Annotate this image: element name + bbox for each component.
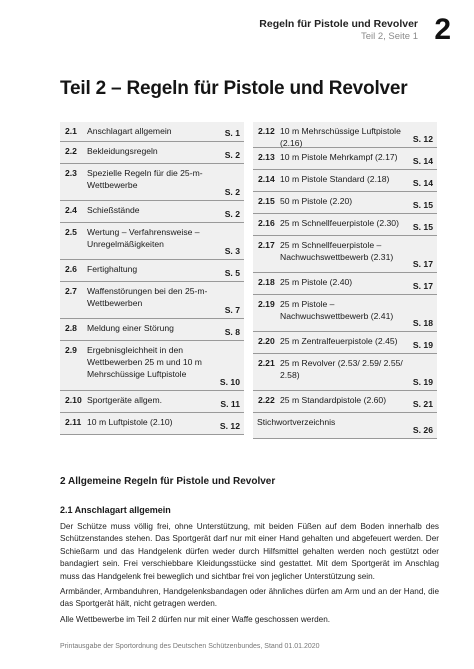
toc-entry[interactable] [253,413,437,439]
toc-entry-number: 2.15 [258,196,275,206]
toc-entry[interactable] [60,164,244,201]
toc-entry-title: Ergebnisgleichheit in den Wettbewerben 25 m und 10 m Mehrschüssige Luftpistole [87,345,202,379]
toc-entry-title: 25 m Zentralfeuerpistole (2.45) [280,336,398,346]
toc-entry[interactable] [60,201,244,223]
toc-entry-page: S. 14 [412,178,433,188]
toc-entry-number: 2.16 [258,218,275,228]
toc-entry-number: 2.5 [65,227,77,237]
toc-entry-title: Wertung – Verfahrensweise – Unregelmäßigkeiten [87,227,200,249]
toc-entry-title: 25 m Schnellfeuerpistole – Nachwuchswettbewerb (2.31) [280,240,394,262]
toc-entry[interactable] [253,122,437,148]
toc-entry-number: 2.9 [65,345,77,355]
toc-entry-title: Bekleidungsregeln [87,146,158,156]
toc-entry[interactable] [253,354,437,391]
toc-entry-title: Waffenstörungen bei den 25-m-Wettbewerben [87,286,208,308]
toc-entry[interactable] [253,273,437,295]
toc-entry-page: S. 15 [412,222,433,232]
toc-entry[interactable] [60,391,244,413]
toc-entry-title: 25 m Revolver (2.53/ 2.59/ 2.55/ 2.58) [280,358,403,380]
toc-entry-number: 2.2 [65,146,77,156]
toc-entry[interactable] [253,236,437,273]
subsection-heading: 2.1 Anschlagart allgemein [60,505,171,515]
toc-entry-number: 2.7 [65,286,77,296]
toc-entry-number: 2.11 [65,417,82,427]
toc-entry-page: S. 14 [412,156,433,166]
toc-entry-page: S. 11 [220,399,240,409]
toc-entry-number: 2.17 [258,240,275,250]
toc-entry-page: S. 5 [224,268,240,278]
toc-entry-page: S. 15 [412,200,433,210]
toc-entry[interactable] [60,413,244,435]
toc-entry-title: 10 m Pistole Mehrkampf (2.17) [280,152,398,162]
section-heading: 2 Allgemeine Regeln für Pistole und Revolver [60,476,276,487]
toc-entry-page: S. 2 [224,187,240,197]
toc-entry[interactable] [60,260,244,282]
toc-entry-title: Anschlagart allgemein [87,126,172,136]
toc-entry[interactable] [253,192,437,214]
toc-entry-title: Fertighaltung [87,264,138,274]
toc-entry-title: 10 m Mehrschüssige Luftpistole (2.16) [280,126,401,148]
toc-entry[interactable] [253,148,437,170]
toc-entry-page: S. 19 [412,340,433,350]
toc-entry-title: Spezielle Regeln für die 25-m-Wettbewerbe [87,168,203,190]
page-title: Teil 2 – Regeln für Pistole und Revolver [60,78,408,99]
toc-entry-title: 25 m Pistole (2.40) [280,277,353,287]
toc-left-column [60,122,244,435]
toc-entry-number: 2.19 [258,299,275,309]
toc-entry[interactable] [60,319,244,341]
running-header-page: Teil 2, Seite 1 [360,31,418,42]
toc-entry-number: 2.14 [258,174,275,184]
toc-entry[interactable] [60,122,244,142]
toc-entry[interactable] [60,142,244,164]
toc-entry-number: 2.1 [65,126,77,136]
toc-entry-page: S. 10 [219,377,240,387]
toc-entry-title: Meldung einer Störung [87,323,174,333]
toc-entry-page: S. 12 [412,134,433,144]
toc-entry-number: 2.8 [65,323,77,333]
paragraph-stance-rules: Der Schütze muss völlig frei, ohne Unterstützung, mit beiden Füßen auf dem Boden innerhalb des Schützenstandes stehen. Das Sportgerät darf nur mit einer Hand gehalten und abgefeuert werden. Der Schießarm und das Handgelenk dürfen weder durch Hilfsmittel gehalten werden noch gestützt oder bandagiert sein. Frei verschiebbare Kleidungsstücke sind gestattet. Mit dem Sportgerät im Anschlag muss das Handgelenk frei beweglich und sichtbar frei von jeglicher Unterstützung sein. [60,522,439,581]
paragraph-single-weapon: Alle Wettbewerbe im Teil 2 dürfen nur mit einer Waffe geschossen werden. [60,615,331,624]
toc-entry-page: S. 1 [224,128,240,138]
toc-entry-number: 2.22 [258,395,275,405]
toc-entry-number: 2.12 [258,126,275,136]
paragraph-wrist-items: Armbänder, Armbanduhren, Handgelenksbandagen oder ähnliches dürfen am Arm und an der Hand, die das Sportgerät hält, nicht getragen werden. [60,587,439,609]
toc-entry-number: 2.3 [65,168,77,178]
toc-entry-title: Schießstände [87,205,140,215]
toc-entry-number: 2.10 [65,395,82,405]
toc-entry-title: Stichwortverzeichnis [257,417,336,427]
toc-right-column [253,122,437,439]
toc-entry-title: 10 m Pistole Standard (2.18) [280,174,390,184]
toc-entry[interactable] [253,214,437,236]
toc-entry-page: S. 19 [412,377,433,387]
toc-entry-page: S. 2 [224,209,240,219]
toc-entry-title: 25 m Schnellfeuerpistole (2.30) [280,218,399,228]
toc-entry-page: S. 2 [224,150,240,160]
toc-entry[interactable] [253,295,437,332]
toc-entry[interactable] [253,332,437,354]
toc-entry-page: S. 17 [412,259,433,269]
toc-entry-title: 25 m Pistole – Nachwuchswettbewerb (2.41) [280,299,394,321]
toc-entry-number: 2.4 [65,205,77,215]
toc-entry-number: 2.18 [258,277,275,287]
toc-entry-page: S. 3 [224,246,240,256]
toc-entry-title: Sportgeräte allgem. [87,395,162,405]
toc-entry-page: S. 8 [224,327,240,337]
toc-entry-page: S. 18 [412,318,433,328]
toc-entry-page: S. 12 [219,421,240,431]
toc-entry-title: 10 m Luftpistole (2.10) [87,417,173,427]
toc-entry-page: S. 21 [412,399,433,409]
toc-entry[interactable] [60,341,244,391]
toc-entry[interactable] [60,223,244,260]
toc-entry[interactable] [253,170,437,192]
running-header-title: Regeln für Pistole und Revolver [259,18,418,30]
toc-entry-title: 50 m Pistole (2.20) [280,196,353,206]
footer-note: Printausgabe der Sportordnung des Deutschen Schützenbundes, Stand 01.01.2020 [60,643,320,650]
toc-entry-number: 2.21 [258,358,275,368]
toc-entry-page: S. 26 [412,425,433,435]
part-number: 2 [434,13,451,46]
toc-entry-number: 2.20 [258,336,275,346]
toc-entry-number: 2.6 [65,264,77,274]
toc-entry[interactable] [253,391,437,413]
toc-entry-title: 25 m Standardpistole (2.60) [280,395,387,405]
toc-entry-page: S. 17 [412,281,433,291]
toc-entry-number: 2.13 [258,152,275,162]
toc-entry-page: S. 7 [224,305,240,315]
toc-entry[interactable] [60,282,244,319]
